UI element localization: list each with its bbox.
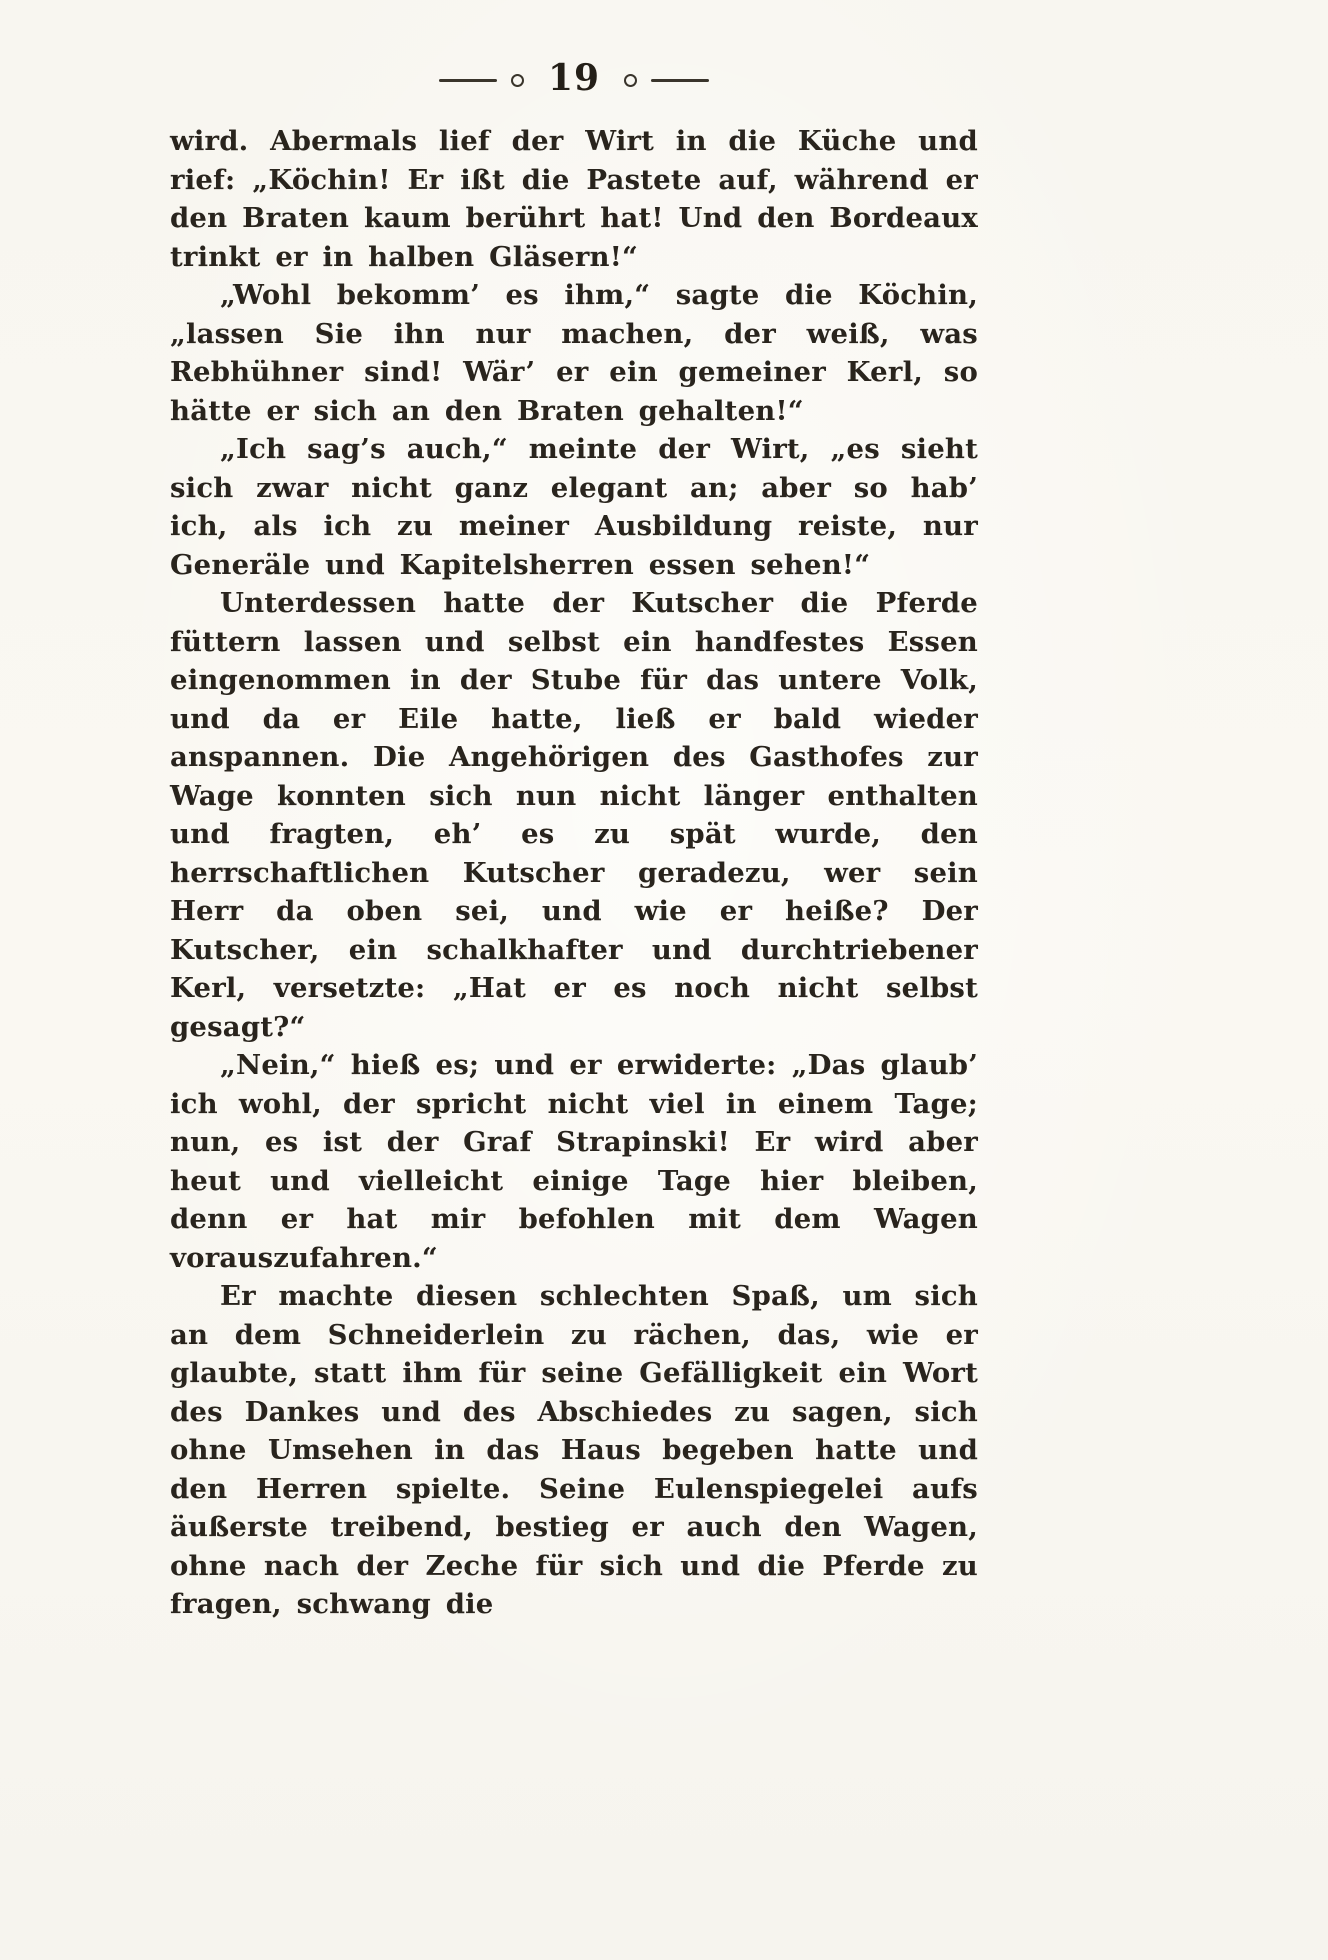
- paragraph: Er machte diesen schlechten Spaß, um sich an dem Schneiderlein zu rächen, das, wie er glaubte, statt ihm für seine Gefälligkeit ein Wort des Dankes und des Abschiedes zu sagen, sich ohne Umsehen in das Haus begeben hatte und den Herren spielte. Seine Eulenspiegelei aufs äußerste treibend, bestieg er auch den Wagen, ohne nach der Zeche für sich und die Pferde zu fragen, schwang die: [170, 1280, 978, 1620]
- ornament-ring-left: [511, 74, 524, 87]
- paragraph: „Nein,“ hieß es; und er erwiderte: „Das glaub’ ich wohl, der spricht nicht viel in einem Tage; nun, es ist der Graf Strapinski! Er wird aber heut und vielleicht einige Tage hier bleiben, denn er hat mir befohlen mit dem Wagen vorauszufahren.“: [170, 1049, 978, 1274]
- page-number: 19: [547, 57, 601, 99]
- body-text: [170, 122, 978, 1624]
- ornament-ring-right: [624, 74, 637, 87]
- ornament-dash-left: [439, 79, 497, 82]
- paragraph: wird. Abermals lief der Wirt in die Küche und rief: „Köchin! Er ißt die Pastete auf, während er den Braten kaum berührt hat! Und den Bordeaux trinkt er in halben Gläsern!“: [170, 125, 978, 273]
- page-header: [170, 57, 978, 99]
- paragraph: „Wohl bekomm’ es ihm,“ sagte die Köchin, „lassen Sie ihn nur machen, der weiß, was Rebhühner sind! Wär’ er ein gemeiner Kerl, so hätte er sich an den Braten gehalten!“: [170, 279, 978, 427]
- paragraph: „Ich sag’s auch,“ meinte der Wirt, „es sieht sich zwar nicht ganz elegant an; aber so hab’ ich, als ich zu meiner Ausbildung reiste, nur Generäle und Kapitelsherren essen sehen!“: [170, 433, 978, 581]
- ornament-dash-right: [651, 79, 709, 82]
- paragraph: Unterdessen hatte der Kutscher die Pferde füttern lassen und selbst ein handfestes Essen eingenommen in der Stube für das untere Volk, und da er Eile hatte, ließ er bald wieder anspannen. Die Angehörigen des Gasthofes zur Wage konnten sich nun nicht länger enthalten und fragten, eh’ es zu spät wurde, den herrschaftlichen Kutscher geradezu, wer sein Herr da oben sei, und wie er heiße? Der Kutscher, ein schalkhafter und durchtriebener Kerl, versetzte: „Hat er es noch nicht selbst gesagt?“: [170, 587, 978, 1043]
